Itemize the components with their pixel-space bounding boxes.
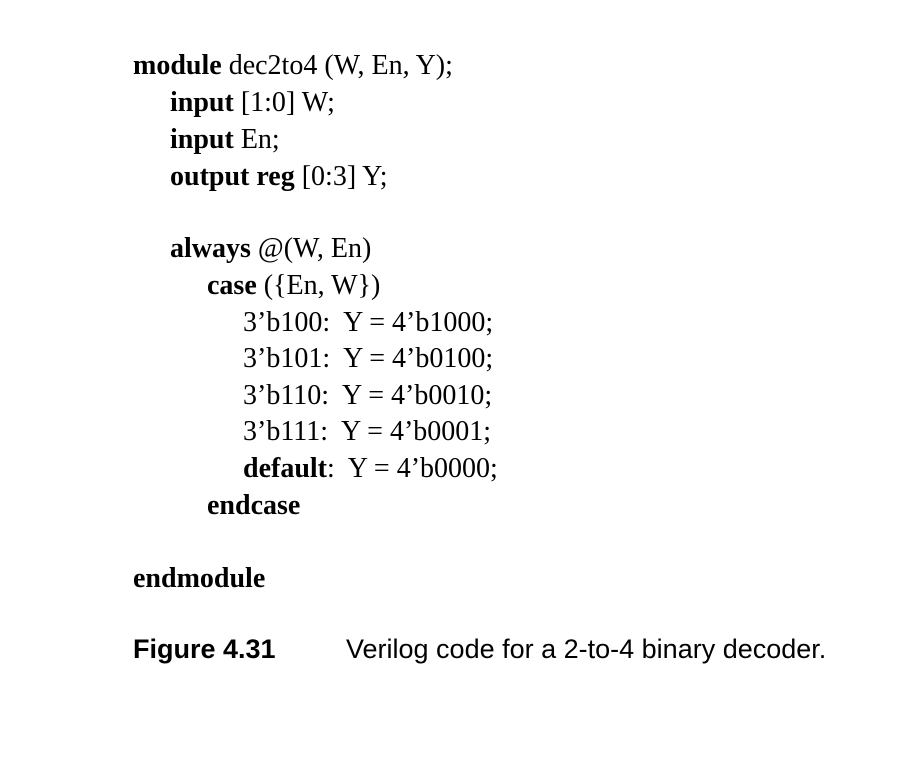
keyword-endmodule: endmodule	[133, 563, 266, 594]
input-w-declaration: [1:0] W;	[233, 87, 335, 118]
case-item: 3’b100: Y = 4’b1000;	[243, 307, 494, 338]
code-line-output	[170, 159, 388, 195]
code-line-module	[133, 48, 453, 84]
code-line-case	[207, 268, 380, 304]
case-expression: ({En, W})	[256, 270, 381, 301]
code-line-default	[243, 451, 498, 487]
case-item: 3’b111: Y = 4’b0001;	[243, 416, 492, 447]
case-item: 3’b110: Y = 4’b0010;	[243, 380, 493, 411]
keyword-output: output	[170, 161, 250, 192]
case-item: 3’b101: Y = 4’b0100;	[243, 343, 494, 374]
keyword-default: default	[243, 453, 327, 484]
always-sensitivity-list: @(W, En)	[250, 233, 372, 264]
keyword-module: module	[133, 50, 222, 81]
output-declaration: [0:3] Y;	[294, 161, 388, 192]
code-line-endcase	[207, 488, 300, 524]
keyword-input: input	[170, 124, 234, 155]
input-en-declaration: En;	[233, 124, 280, 155]
code-line-endmodule	[133, 561, 265, 597]
keyword-endcase: endcase	[207, 490, 301, 521]
module-declaration: dec2to4 (W, En, Y);	[221, 50, 453, 81]
figure-number: Figure 4.31	[133, 634, 276, 664]
keyword-case: case	[207, 270, 257, 301]
default-assignment: : Y = 4’b0000;	[327, 453, 498, 484]
caption-text: Verilog code for a 2-to-4 binary decoder.	[346, 634, 827, 664]
keyword-always: always	[170, 233, 251, 264]
figure-caption	[133, 629, 826, 669]
code-line-always	[170, 231, 371, 267]
keyword-reg: reg	[256, 161, 295, 192]
code-line-input-en	[170, 122, 280, 158]
code-line-input-w	[170, 85, 335, 121]
keyword-input: input	[170, 87, 234, 118]
